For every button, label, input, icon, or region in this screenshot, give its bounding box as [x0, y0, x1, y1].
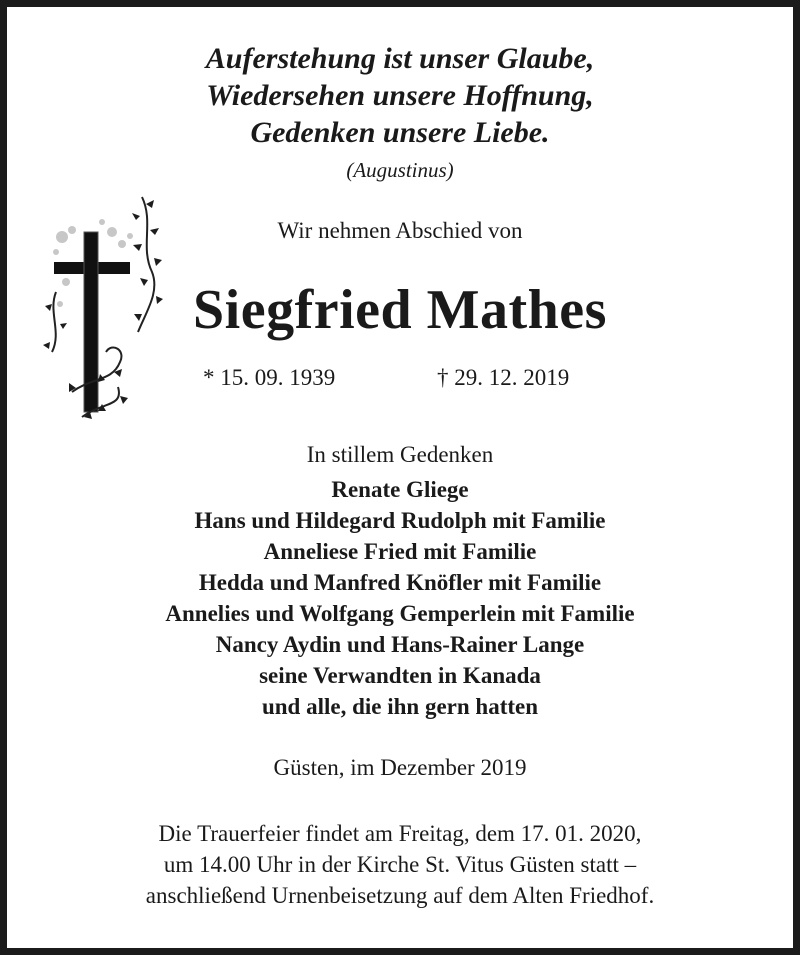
mourner-line: Nancy Aydin und Hans-Rainer Lange — [215, 632, 585, 657]
death-date: † 29. 12. 2019 — [437, 365, 570, 390]
mourner-line: seine Verwandten in Kanada — [259, 663, 541, 688]
mourning-lead: In stillem Gedenken — [306, 442, 494, 467]
quote-author: (Augustinus) — [346, 158, 454, 182]
birth-date: * 15. 09. 1939 — [203, 365, 336, 390]
mourners-list — [0, 474, 800, 722]
motto-line: Gedenken unsere Liebe. — [250, 116, 550, 149]
mourner-line: Renate Gliege — [331, 477, 469, 502]
mourner-line: Anneliese Fried mit Familie — [263, 539, 537, 564]
mourner-line: Annelies und Wolfgang Gemperlein mit Familie — [165, 601, 635, 626]
service-line: um 14.00 Uhr in der Kirche St. Vitus Güsten statt – — [163, 852, 637, 877]
place-and-date: Güsten, im Dezember 2019 — [273, 755, 527, 780]
mourner-line: Hans und Hildegard Rudolph mit Familie — [194, 508, 606, 533]
service-line: anschließend Urnenbeisetzung auf dem Alten Friedhof. — [145, 883, 655, 908]
service-line: Die Trauerfeier findet am Freitag, dem 17. 01. 2020, — [158, 821, 642, 846]
motto-line: Auferstehung ist unser Glaube, — [205, 42, 595, 75]
deceased-name: Siegfried Mathes — [193, 279, 607, 341]
mourner-line: und alle, die ihn gern hatten — [261, 694, 539, 719]
motto-line: Wiedersehen unsere Hoffnung, — [206, 79, 594, 112]
funeral-service-info — [0, 818, 800, 911]
motto-quote — [0, 40, 800, 151]
farewell-intro: Wir nehmen Abschied von — [277, 218, 523, 243]
mourner-line: Hedda und Manfred Knöfler mit Familie — [198, 570, 602, 595]
